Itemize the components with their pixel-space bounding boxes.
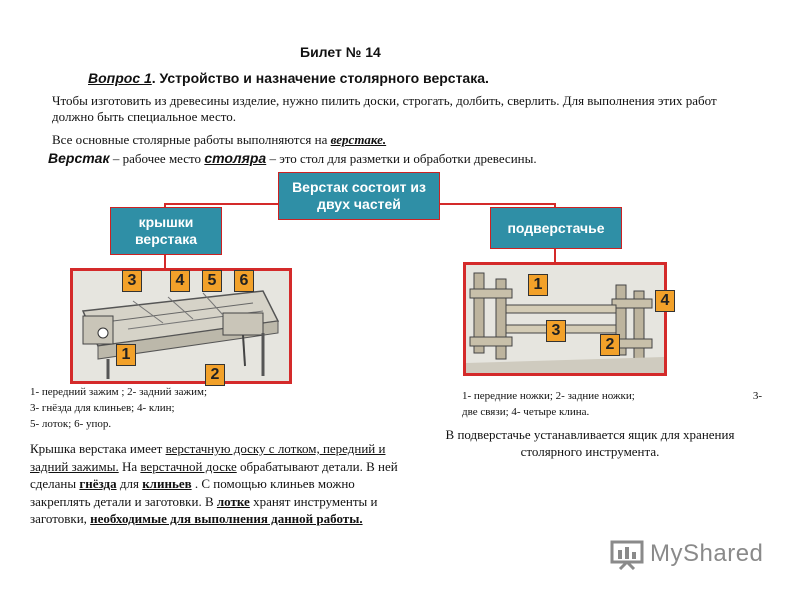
- term-verstak: Верстак: [48, 150, 110, 166]
- right-badge-3: 3: [546, 320, 566, 342]
- legend-left: [30, 384, 280, 432]
- logo-text: MyShared: [650, 540, 764, 567]
- desc-text: обрабатывают детали. В ней сделаны: [30, 458, 398, 491]
- legend-right-line1b: 3-: [752, 390, 762, 402]
- presentation-board-icon: [610, 538, 644, 570]
- desc-underlined-bold: необходимые для выполнения данной работы.: [90, 511, 363, 526]
- left-badge-2: 2: [205, 364, 225, 386]
- intro-paragraph: Чтобы изготовить из древесины изделие, нужно пилить доски, строгать, долбить, сверлить. Для выполнения этих работ должно быть специальное место.: [52, 93, 717, 124]
- legend-left-line: 1- передний зажим ; 2- задний зажим;: [30, 386, 208, 398]
- legend-right-row: [462, 388, 762, 404]
- desc-underlined-bold: гнёзда: [79, 476, 117, 491]
- definition-mid: – рабочее место: [109, 151, 205, 166]
- left-badge-6: 6: [234, 270, 254, 292]
- right-badge-2: 2: [600, 334, 620, 356]
- workbench-link: верстаке.: [330, 132, 387, 147]
- question-text: . Устройство и назначение столярного верстака.: [151, 70, 489, 86]
- legend-right: [462, 388, 762, 420]
- left-badge-1: 1: [116, 344, 136, 366]
- legend-left-line: 3- гнёзда для клиньев; 4- клин;: [30, 402, 175, 414]
- workbench-sentence-text: Все основные столярные работы выполняются на: [52, 132, 331, 147]
- site-logo[interactable]: [610, 538, 763, 570]
- right-badge-1: 1: [528, 274, 548, 296]
- workbench-base-drawing: [466, 265, 664, 373]
- desc-underlined: верстачную доску с лотком, передний и задний зажимы.: [30, 441, 386, 474]
- right-badge-4: 4: [655, 290, 675, 312]
- ticket-title: Билет № 14: [300, 44, 381, 60]
- term-stolyar: столяра: [204, 150, 267, 166]
- left-badge-4: 4: [170, 270, 190, 292]
- diagram-main-box: Верстак состоит из двух частей: [278, 172, 440, 220]
- desc-text: хранят инструменты и заготовки,: [30, 493, 378, 526]
- legend-right-line1a: 1- передние ножки; 2- задние ножки;: [462, 390, 635, 402]
- description-paragraph: [30, 440, 400, 528]
- base-note: В подверстачье устанавливается ящик для хранения столярного инструмента.: [445, 427, 735, 459]
- desc-text: для: [116, 476, 143, 491]
- definition-end: – это стол для разметки и обработки древесины.: [266, 151, 537, 166]
- question-label: Вопрос 1: [88, 70, 152, 86]
- desc-underlined: верстачной доске: [140, 458, 237, 474]
- workbench-base-image: [463, 262, 667, 376]
- desc-underlined-bold: лотке: [216, 493, 250, 509]
- desc-text: На: [118, 458, 141, 474]
- legend-left-line: 5- лоток; 6- упор.: [30, 418, 112, 430]
- desc-text: . С помощью клиньев можно закреплять детали и заготовки. В: [30, 476, 355, 509]
- left-badge-5: 5: [202, 270, 222, 292]
- desc-underlined-bold: клиньев: [142, 476, 192, 491]
- left-badge-3: 3: [122, 270, 142, 292]
- desc-text: Крышка верстака имеет: [30, 441, 166, 456]
- diagram-right-box: подверстачье: [490, 207, 622, 249]
- diagram-left-box: крышки верстака: [110, 207, 222, 255]
- legend-right-line2: две связи; 4- четыре клина.: [462, 406, 590, 418]
